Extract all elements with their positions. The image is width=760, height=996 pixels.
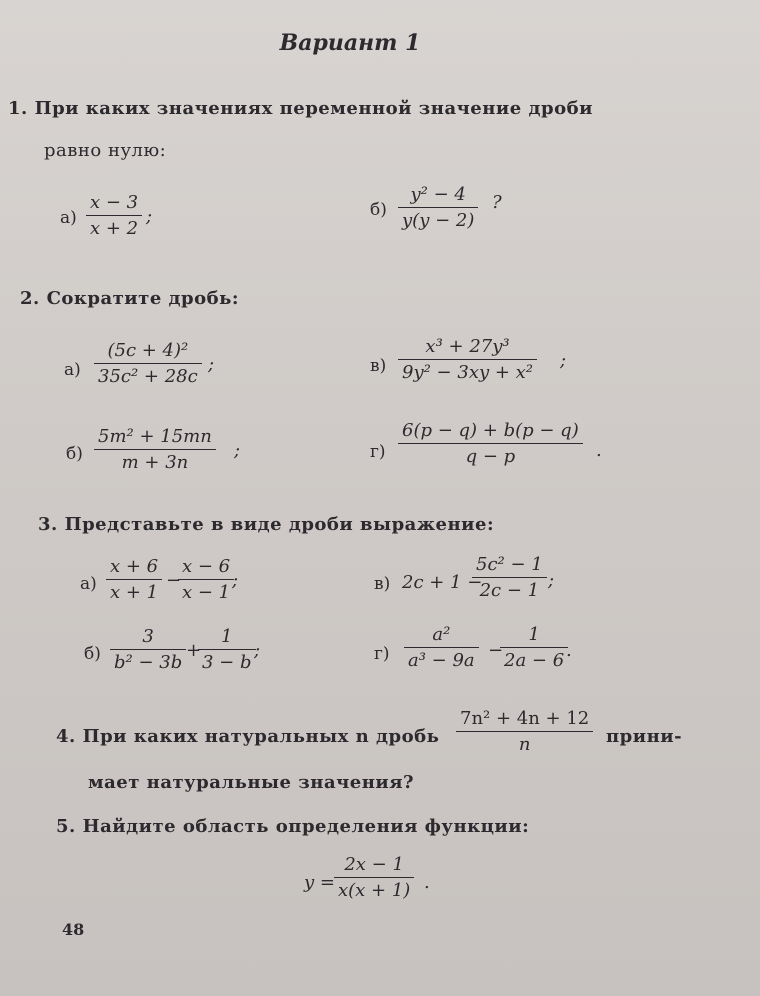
- q3-b-end: ;: [254, 640, 261, 661]
- q5-fraction: [334, 854, 414, 901]
- fraction-bar: [472, 577, 547, 578]
- q3-heading: [38, 514, 494, 535]
- q3-a-label: а): [80, 574, 97, 594]
- q3-a-denominator1: x + 1: [110, 582, 159, 603]
- fraction-bar: [106, 579, 162, 580]
- q3-g-label: г): [374, 644, 390, 664]
- q1-a-label: а): [60, 208, 77, 228]
- q2-b-label: б): [66, 444, 83, 464]
- fraction-bar: [86, 215, 142, 216]
- q3-b-label: б): [84, 644, 101, 664]
- q3-v-prefix: 2c + 1 −: [402, 572, 483, 593]
- q1-text-line1: При каких значениях переменной значение дроби: [34, 98, 593, 119]
- fraction-bar: [456, 731, 593, 732]
- q3-a-fraction2: [178, 556, 234, 603]
- q5-text: Найдите область определения функции:: [82, 816, 530, 837]
- q3-b-fraction2: [198, 626, 256, 673]
- variant-title: Вариант 1: [279, 30, 421, 56]
- q3-number: 3.: [38, 514, 58, 535]
- q3-b-denominator1: b² − 3b: [114, 652, 183, 673]
- q3-g-numerator1: a²: [432, 624, 451, 645]
- q5-end: .: [424, 872, 430, 893]
- q2-a-fraction: [94, 340, 202, 387]
- q2-a-end: ;: [208, 354, 215, 375]
- q3-a-denominator2: x − 1: [182, 582, 231, 603]
- q2-a-denominator: 35c² + 28c: [98, 366, 198, 387]
- q3-v-fraction: [472, 554, 547, 601]
- q4-number: 4.: [56, 726, 76, 747]
- q3-a-operator: −: [166, 570, 182, 591]
- q2-v-denominator: 9y² − 3xy + x²: [402, 362, 534, 383]
- fraction-bar: [398, 207, 478, 208]
- q1-a-end: ;: [146, 206, 153, 227]
- q2-v-end: ;: [560, 350, 567, 371]
- q4-text-start: При каких натуральных n дробь: [82, 726, 440, 747]
- q3-b-operator: +: [186, 640, 202, 661]
- page-number: 48: [62, 920, 85, 939]
- q1-a-denominator: x + 2: [90, 218, 139, 239]
- q3-g-denominator1: a³ − 9a: [408, 650, 475, 671]
- q1-line1: [8, 98, 593, 119]
- q2-a-label: а): [64, 360, 81, 380]
- q2-number: 2.: [20, 288, 40, 309]
- q1-b-fraction: [398, 184, 478, 231]
- q2-b-numerator: 5m² + 15mn: [98, 426, 212, 447]
- q3-v-denominator: 2c − 1: [479, 580, 540, 601]
- q2-v-numerator: x³ + 27y³: [425, 336, 510, 357]
- q3-b-numerator2: 1: [221, 626, 233, 647]
- q3-a-numerator1: x + 6: [110, 556, 159, 577]
- q4-numerator: 7n² + 4n + 12: [460, 708, 590, 729]
- q4-line1: [56, 726, 439, 747]
- q3-a-numerator2: x − 6: [182, 556, 231, 577]
- q4-denominator: n: [518, 734, 531, 755]
- q5-lhs: y =: [304, 872, 335, 893]
- q5-heading: [56, 816, 529, 837]
- q3-b-numerator1: 3: [142, 626, 154, 647]
- q1-a-fraction: [86, 192, 142, 239]
- q2-heading: [20, 288, 239, 309]
- q2-g-fraction: [398, 420, 583, 467]
- q3-a-fraction1: [106, 556, 162, 603]
- q5-numerator: 2x − 1: [344, 854, 404, 875]
- fraction-bar: [94, 449, 216, 450]
- q2-g-end: .: [596, 440, 602, 461]
- q2-b-denominator: m + 3n: [121, 452, 189, 473]
- fraction-bar: [94, 363, 202, 364]
- q3-g-numerator2: 1: [528, 624, 540, 645]
- q2-b-fraction: [94, 426, 216, 473]
- q2-v-label: в): [370, 356, 387, 376]
- q2-g-numerator: 6(p − q) + b(p − q): [402, 420, 579, 441]
- q3-g-end: .: [566, 640, 572, 661]
- q3-b-fraction1: [110, 626, 186, 673]
- q5-number: 5.: [56, 816, 76, 837]
- q1-b-denominator: y(y − 2): [402, 210, 475, 231]
- fraction-bar: [110, 649, 186, 650]
- q1-a-numerator: x − 3: [90, 192, 139, 213]
- q2-v-fraction: [398, 336, 537, 383]
- q1-b-numerator: y² − 4: [410, 184, 466, 205]
- fraction-bar: [178, 579, 234, 580]
- q2-b-end: ;: [234, 440, 241, 461]
- q4-text-line2: мает натуральные значения?: [88, 772, 415, 793]
- q4-fraction: [456, 708, 593, 755]
- q3-g-fraction1: [404, 624, 479, 671]
- q1-b-end: ?: [492, 192, 502, 213]
- q3-v-numerator: 5c² − 1: [476, 554, 543, 575]
- fraction-bar: [334, 877, 414, 878]
- q1-b-label: б): [370, 200, 387, 220]
- q2-text: Сократите дробь:: [46, 288, 239, 309]
- q2-a-numerator: (5c + 4)²: [107, 340, 189, 361]
- q1-text-line2: равно нулю:: [44, 140, 167, 161]
- q3-b-denominator2: 3 − b: [202, 652, 252, 673]
- fraction-bar: [404, 647, 479, 648]
- fraction-bar: [198, 649, 256, 650]
- q5-denominator: x(x + 1): [338, 880, 411, 901]
- q3-v-end: ;: [548, 570, 555, 591]
- q3-text: Представьте в виде дроби выражение:: [64, 514, 495, 535]
- q3-a-end: ;: [232, 570, 239, 591]
- q4-text-end: прини-: [606, 726, 683, 747]
- q3-g-operator: −: [488, 640, 504, 661]
- q3-g-denominator2: 2a − 6: [504, 650, 565, 671]
- q2-g-label: г): [370, 442, 386, 462]
- q3-v-label: в): [374, 574, 391, 594]
- fraction-bar: [398, 359, 537, 360]
- fraction-bar: [398, 443, 583, 444]
- q1-number: 1.: [8, 98, 28, 119]
- q3-g-fraction2: [500, 624, 568, 671]
- fraction-bar: [500, 647, 568, 648]
- q2-g-denominator: q − p: [465, 446, 516, 467]
